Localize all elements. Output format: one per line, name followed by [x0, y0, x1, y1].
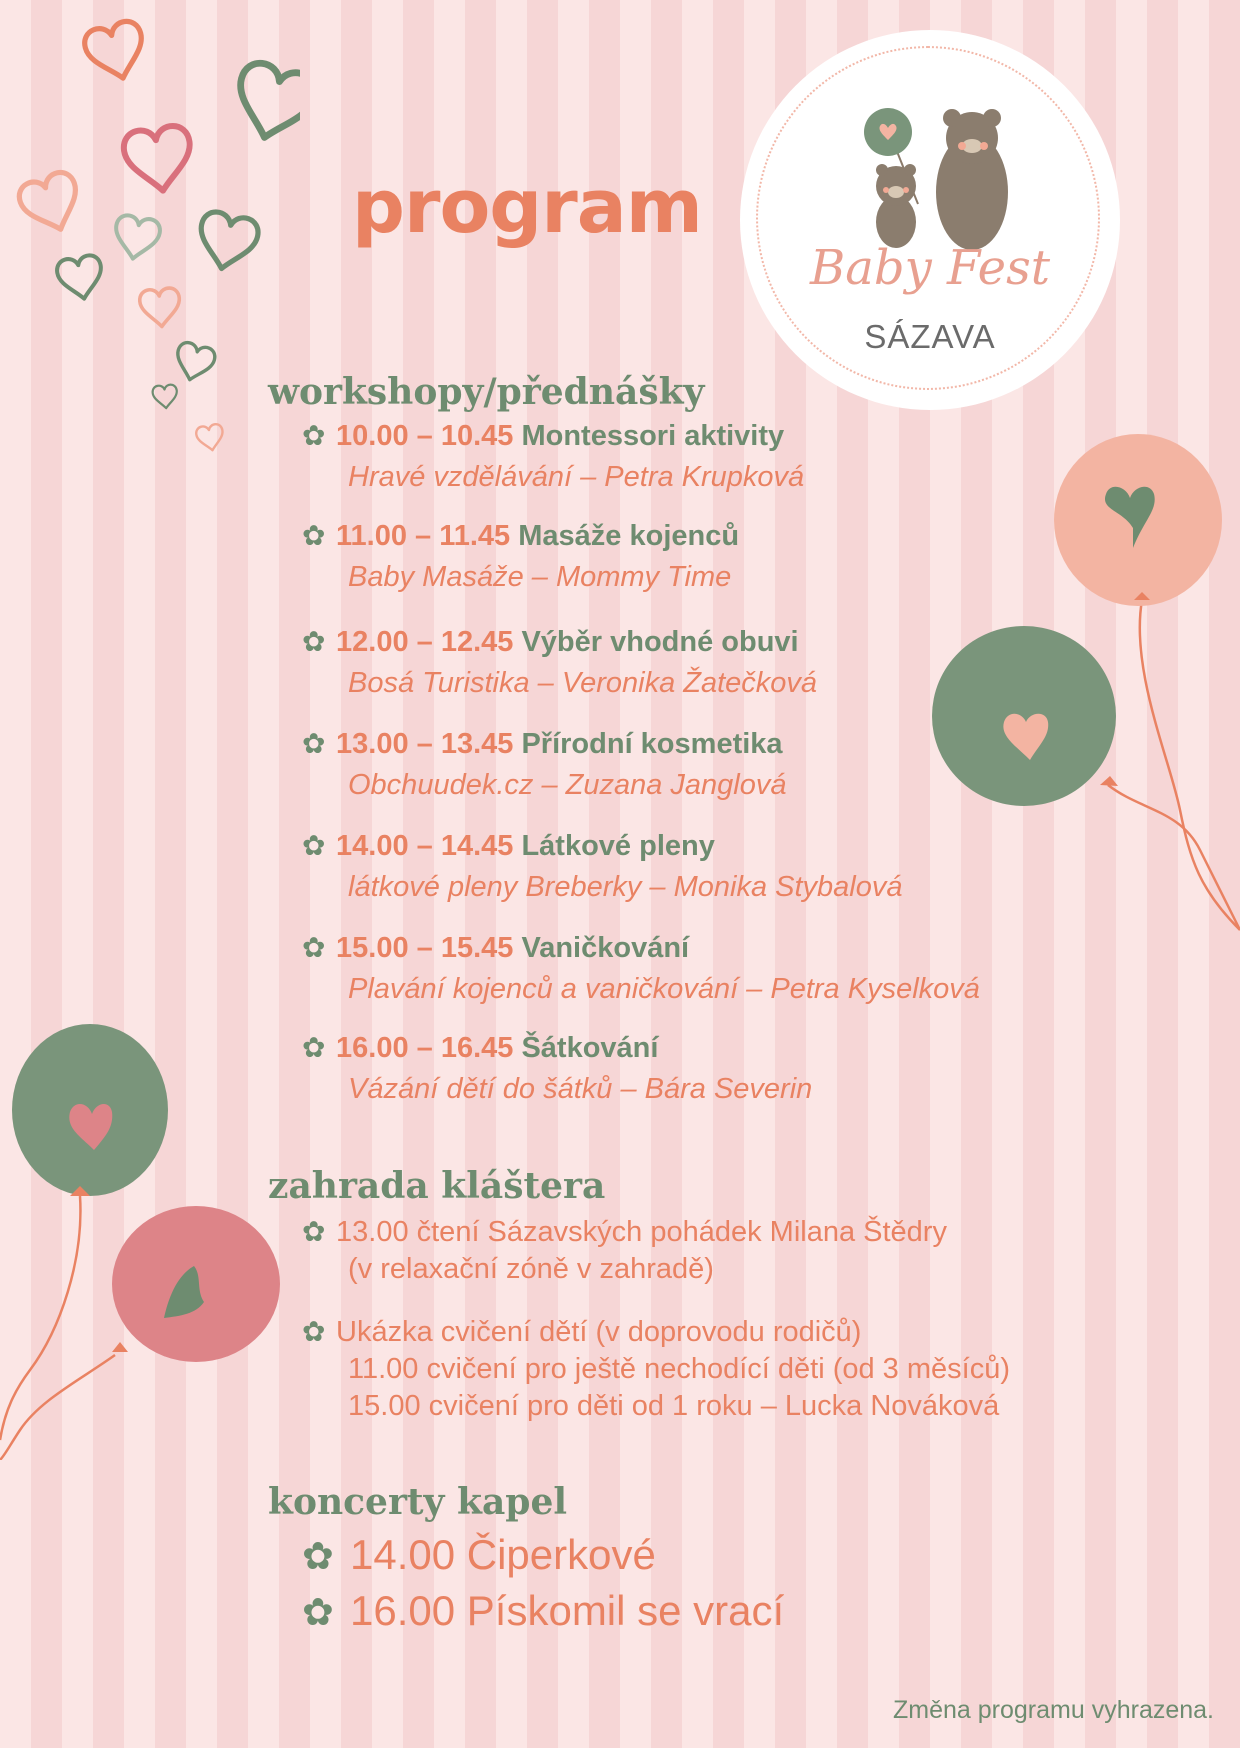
program-item: ✿ 13.00 – 13.45 Přírodní kosmetika Obchuudek.cz – Zuzana Janglová [302, 728, 787, 801]
heart-icon [172, 340, 217, 384]
program-item: ✿ 14.00 – 14.45 Látkové pleny látkové pleny Breberky – Monika Stybalová [302, 830, 903, 903]
item-detail: 15.00 cvičení pro děti od 1 roku – Lucka Nováková [348, 1390, 1000, 1422]
heart-icon [111, 214, 162, 263]
section-heading-concerts: koncerty kapel [268, 1481, 568, 1523]
program-item: ✿ 11.00 – 11.45 Masáže kojenců Baby Masáže – Mommy Time [302, 520, 740, 593]
flower-icon: ✿ [302, 1032, 326, 1063]
section-heading-workshops: workshopy/přednášky [268, 371, 705, 413]
flower-icon: ✿ [302, 1316, 326, 1347]
balloons-left [0, 1000, 300, 1460]
item-detail: 11.00 cvičení pro ještě nechodící děti (od 3 měsíců) [348, 1353, 1010, 1385]
heart-icon [152, 384, 178, 409]
heart-icon [139, 287, 182, 328]
program-item: ✿ 12.00 – 12.45 Výběr vhodné obuvi Bosá Turistika – Veronika Žatečková [302, 626, 818, 699]
hearts-decoration [0, 0, 300, 470]
flower-icon: ✿ [302, 1592, 334, 1634]
flower-icon: ✿ [302, 626, 326, 657]
heart-icon [194, 209, 261, 274]
program-item: ✿ 16.00 – 16.45 Šátkování Vázání dětí do šátků – Bára Severin [302, 1032, 813, 1105]
program-change-note: Změna programu vyhrazena. [893, 1696, 1214, 1724]
flower-icon: ✿ [302, 728, 326, 759]
flower-icon: ✿ [302, 1216, 326, 1247]
logo-place-text: SÁZAVA [864, 318, 996, 355]
item-detail: látkové pleny Breberky – Monika Stybalová [348, 871, 903, 903]
program-item: ✿ 10.00 – 10.45 Montessori aktivity Hravé vzdělávání – Petra Krupková [302, 420, 805, 493]
heart-icon [55, 254, 106, 303]
item-detail: (v relaxační zóně v zahradě) [348, 1253, 714, 1285]
flower-icon: ✿ [302, 420, 326, 451]
heart-icon [122, 124, 196, 195]
concert-item: ✿ 16.00 Pískomil se vrací [302, 1587, 785, 1634]
logo-badge [740, 30, 1120, 410]
heart-icon [15, 168, 87, 239]
heart-icon [228, 59, 300, 147]
item-detail: Obchuudek.cz – Zuzana Janglová [348, 769, 787, 801]
page-title: program [352, 164, 702, 250]
flower-icon: ✿ [302, 520, 326, 551]
heart-icon [81, 18, 150, 85]
flower-icon: ✿ [302, 830, 326, 861]
flower-icon: ✿ [302, 932, 326, 963]
balloons-right [900, 430, 1240, 950]
concert-item: ✿ 14.00 Čiperkové [302, 1531, 656, 1578]
item-detail: Hravé vzdělávání – Petra Krupková [348, 461, 805, 493]
program-item: ✿ Ukázka cvičení dětí (v doprovodu rodičů) 11.00 cvičení pro ještě nechodící děti (od 3 měsíců) 15.00 cvičení pro děti od 1 roku – Lucka Nováková [302, 1316, 1010, 1422]
logo-script-text: Baby Fest [810, 240, 1050, 296]
program-item: ✿ 13.00 čtení Sázavských pohádek Milana Štědry (v relaxační zóně v zahradě) [302, 1216, 947, 1285]
program-item: ✿ 15.00 – 15.45 Vaničkování Plavání kojenců a vaničkování – Petra Kyselková [302, 932, 980, 1005]
flower-icon: ✿ [302, 1536, 334, 1578]
section-heading-garden: zahrada kláštera [268, 1165, 606, 1207]
item-detail: Bosá Turistika – Veronika Žatečková [348, 667, 818, 699]
item-detail: Plavání kojenců a vaničkování – Petra Kyselková [348, 973, 980, 1005]
item-detail: Vázání dětí do šátků – Bára Severin [348, 1073, 813, 1105]
item-detail: Baby Masáže – Mommy Time [348, 561, 732, 593]
heart-icon [195, 423, 225, 452]
bear-icon [840, 74, 1030, 254]
balloon-icon [932, 626, 1116, 806]
